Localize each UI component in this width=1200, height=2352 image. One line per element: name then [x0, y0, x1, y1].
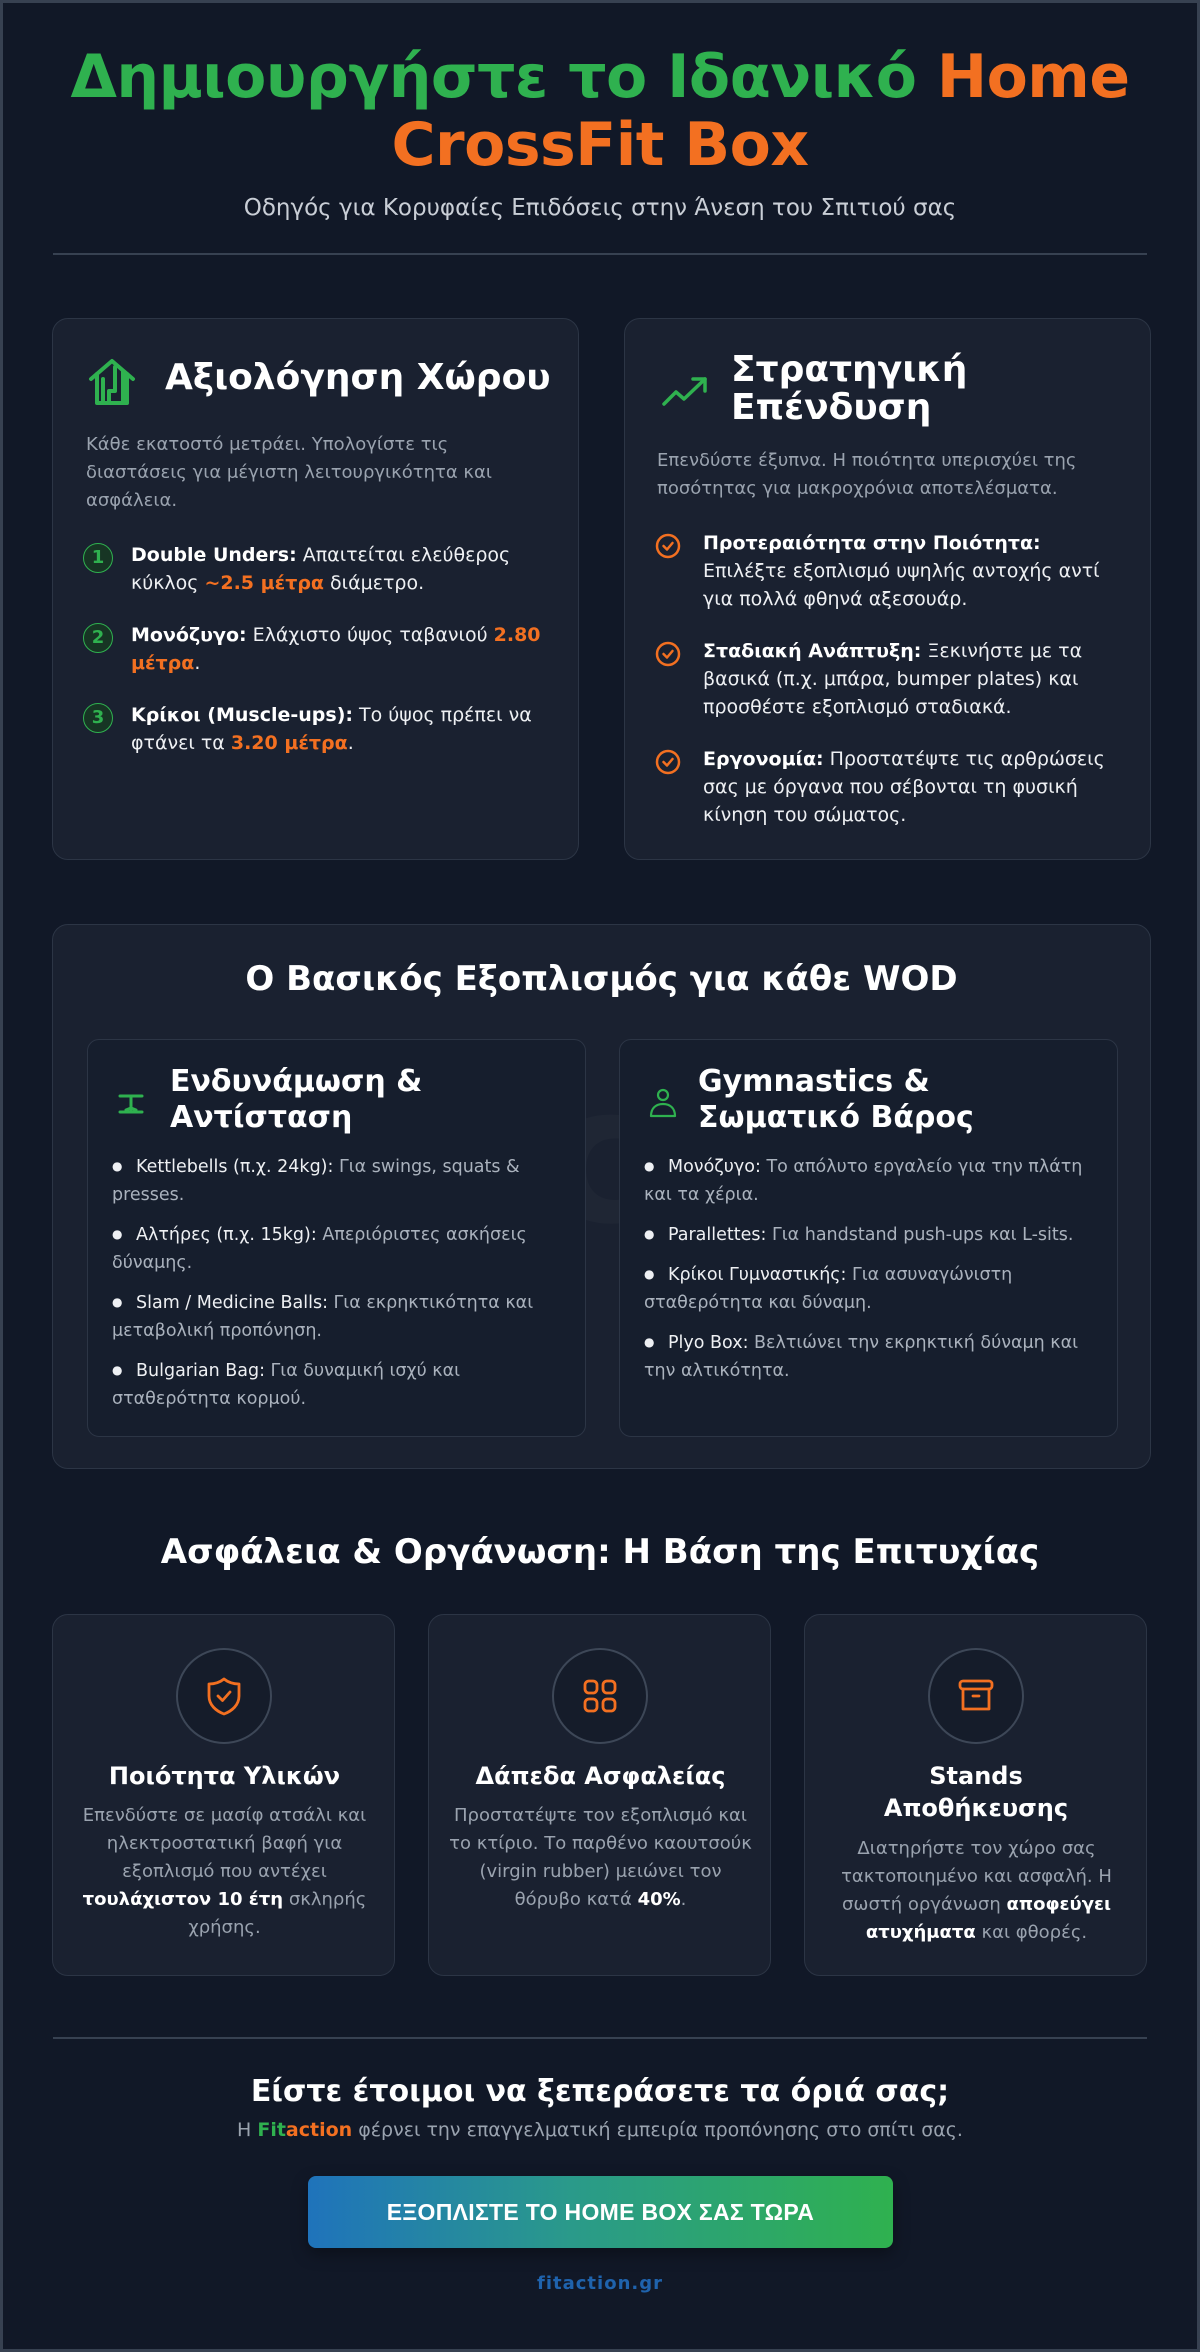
space-item-text: Μονόζυγο: Ελάχιστο ύψος ταβανιού 2.80 μέτρα. — [131, 624, 541, 674]
investment-item-text: Σταδιακή Ανάπτυξη: Ξεκινήστε με τα βασικά (π.χ. μπάρα, bumper plates) και προσθέστε εξοπλισμό σταδιακά. — [703, 640, 1083, 718]
list-item: ● Μονόζυγο: Το απόλυτο εργαλείο για την πλάτη και τα χέρια. — [644, 1157, 1083, 1205]
equipment-section — [52, 924, 1151, 1469]
cta-divider — [53, 2037, 1147, 2039]
number-badge: 2 — [83, 623, 113, 653]
equipment-section-title: Ο Βασικός Εξοπλισμός για κάθε WOD — [245, 959, 958, 999]
safety-card-title: Ποιότητα Υλικών — [108, 1762, 341, 1790]
page — [3, 3, 1197, 2349]
cta-subtitle: Η Fitaction φέρνει την επαγγελματική εμπειρία προπόνησης στο σπίτι σας. — [237, 2119, 963, 2141]
cta-title: Είστε έτοιμοι να ξεπεράσετε τα όριά σας; — [250, 2074, 950, 2109]
header — [3, 43, 1197, 223]
strategic-investment-card — [624, 318, 1151, 860]
safety-card-storage — [804, 1614, 1147, 1976]
header-divider — [53, 253, 1147, 255]
number-badge: 1 — [83, 543, 113, 573]
icon-circle — [176, 1648, 272, 1744]
check-circle-icon — [655, 639, 685, 669]
list-item: ● Plyo Box: Βελτιώνει την εκρηκτική δύναμη και την αλτικότητα. — [644, 1333, 1079, 1381]
safety-card-title: Δάπεδα Ασφαλείας — [475, 1762, 726, 1790]
website-link[interactable]: fitaction.gr — [537, 2273, 663, 2294]
space-card-description: Κάθε εκατοστό μετράει. Υπολογίστε τις διαστάσεις για μέγιστη λειτουργικότητα και ασφάλεια. — [86, 434, 492, 511]
safety-card-materials — [52, 1614, 395, 1976]
house-icon — [87, 357, 137, 407]
equipment-card-strength — [87, 1039, 586, 1437]
page-subtitle: Οδηγός για Κορυφαίες Επιδόσεις στην Άνεση του Σπιτιού σας — [243, 195, 957, 221]
equipment-card-title: Ενδυνάμωση & Αντίσταση — [170, 1064, 423, 1135]
title-green-part: Δημιουργήστε το Ιδανικό — [70, 42, 937, 112]
space-item-text: Double Unders: Απαιτείται ελεύθερος κύκλος ~2.5 μέτρα διάμετρο. — [131, 544, 511, 594]
space-card-title: Αξιολόγηση Χώρου — [165, 357, 551, 398]
list-item: ● Bulgarian Bag: Για δυναμική ισχύ και σταθερότητα κορμού. — [112, 1361, 461, 1409]
check-circle-icon — [655, 747, 685, 777]
safety-card-flooring — [428, 1614, 771, 1976]
trending-up-icon — [661, 374, 709, 408]
number-badge: 3 — [83, 703, 113, 733]
brand-action: action — [285, 2119, 353, 2141]
storage-box-icon — [956, 1676, 996, 1716]
icon-circle — [552, 1648, 648, 1744]
equipment-list — [112, 1152, 552, 1424]
investment-card-title: Στρατηγική Επένδυση — [731, 349, 968, 428]
safety-card-title: Stands Αποθήκευσης — [883, 1762, 1069, 1822]
title-orange-part-1: Home — [936, 42, 1130, 112]
list-item: ● Slam / Medicine Balls: Για εκρηκτικότητα και μεταβολική προπόνηση. — [112, 1293, 534, 1341]
brand-fit: Fit — [257, 2119, 286, 2141]
user-icon — [646, 1086, 680, 1120]
list-item: ● Αλτήρες (π.χ. 15kg): Απεριόριστες ασκήσεις δύναμης. — [112, 1225, 527, 1273]
page-title — [3, 43, 1197, 179]
title-orange-part-2: CrossFit Box — [391, 110, 809, 180]
shield-check-icon — [204, 1676, 244, 1716]
icon-circle — [928, 1648, 1024, 1744]
investment-item-text: Προτεραιότητα στην Ποιότητα: Επιλέξτε εξοπλισμό υψηλής αντοχής αντί για πολλά φθηνά αξεσουάρ. — [703, 532, 1100, 610]
safety-card-text: Προστατέψτε τον εξοπλισμό και το κτίριο. Το παρθένο καουτσούκ (virgin rubber) μειώνει τον θόρυβο κατά 40%. — [449, 1805, 752, 1910]
equipment-card-title: Gymnastics & Σωματικό Βάρος — [698, 1064, 974, 1135]
investment-card-description: Επενδύστε έξυπνα. Η ποιότητα υπερισχύει της ποσότητας για μακροχρόνια αποτελέσματα. — [657, 450, 1077, 499]
equip-home-box-button[interactable]: ΕΞΟΠΛΙΣΤΕ ΤΟ HOME BOX ΣΑΣ ΤΩΡΑ — [308, 2176, 893, 2248]
check-circle-icon — [655, 531, 685, 561]
list-item: ● Parallettes: Για handstand push-ups και L-sits. — [644, 1225, 1074, 1245]
equipment-card-gymnastics — [619, 1039, 1118, 1437]
space-item-text: Κρίκοι (Muscle-ups): Το ύψος πρέπει να φτάνει τα 3.20 μέτρα. — [131, 704, 532, 754]
list-item: ● Kettlebells (π.χ. 24kg): Για swings, squats & presses. — [112, 1157, 520, 1205]
safety-card-text: Διατηρήστε τον χώρο σας τακτοποιημένο και ασφαλή. Η σωστή οργάνωση αποφεύγει ατυχήματα και φθορές. — [841, 1838, 1112, 1943]
investment-item-text: Εργονομία: Προστατέψτε τις αρθρώσεις σας με όργανα που σέβονται τη φυσική κίνηση του σώματος. — [703, 748, 1105, 826]
safety-section-title: Ασφάλεια & Οργάνωση: Η Βάση της Επιτυχίας — [160, 1532, 1040, 1572]
grid-tiles-icon — [580, 1676, 620, 1716]
list-item: ● Κρίκοι Γυμναστικής: Για ασυναγώνιστη σταθερότητα και δύναμη. — [644, 1265, 1013, 1313]
safety-card-text: Επενδύστε σε μασίφ ατσάλι και ηλεκτροστατική βαφή για εξοπλισμό που αντέχει τουλάχιστον 10 έτη σκληρής χρήσης. — [82, 1805, 367, 1938]
barbell-icon — [114, 1086, 148, 1120]
equipment-list — [644, 1152, 1084, 1396]
space-assessment-card — [52, 318, 579, 860]
